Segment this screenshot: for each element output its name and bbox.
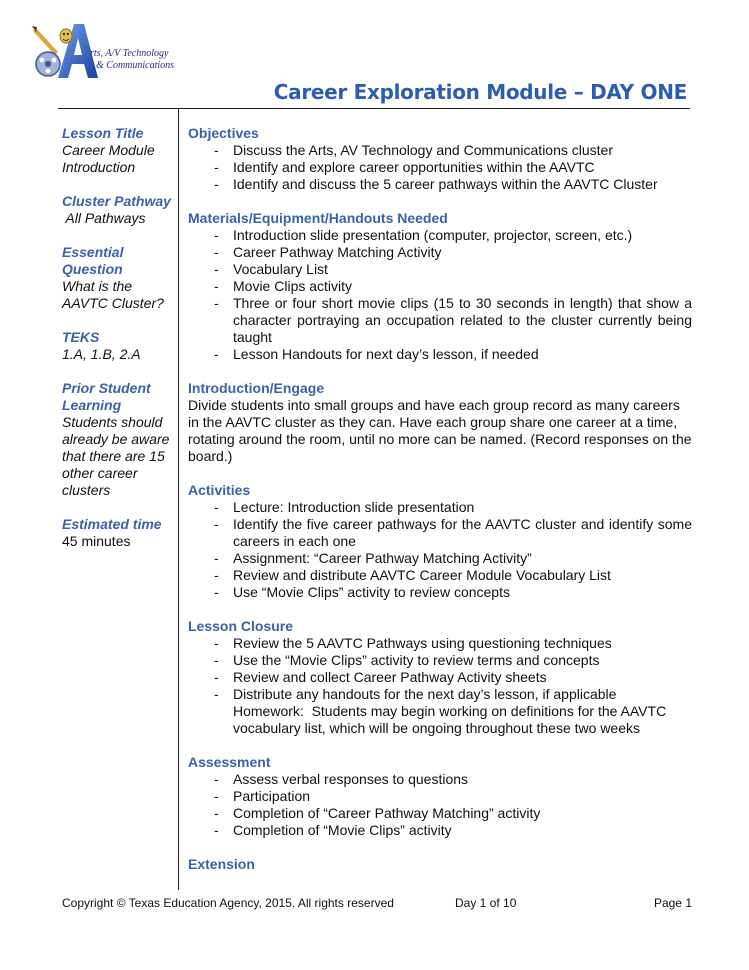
section-heading: Lesson Closure [188, 618, 294, 634]
list-item: - Distribute any handouts for the next day’s lesson, if applicable [214, 686, 617, 702]
list-item: - Use the “Movie Clips” activity to review terms and concepts [214, 652, 600, 668]
sidebar-heading: Lesson Title [62, 125, 144, 141]
sidebar-estimated-time [62, 516, 176, 550]
section-heading: Activities [188, 482, 251, 498]
list-item: - Lesson Handouts for next day’s lesson, if needed [214, 346, 539, 362]
logo-text-line1: rts, A/V Technology [90, 48, 169, 59]
assessment-list [188, 771, 692, 839]
materials-list [188, 227, 692, 363]
footer-copyright: Copyright © Texas Education Agency, 2015. All rights reserved [62, 896, 394, 910]
activities-section [188, 482, 692, 601]
sidebar-heading: Essential Question [62, 244, 124, 277]
list-item: - Discuss the Arts, AV Technology and Communications cluster [214, 142, 613, 158]
list-item: - Assess verbal responses to questions [214, 771, 469, 787]
sidebar-text: Career Module [62, 142, 155, 158]
list-item: - Assignment: “Career Pathway Matching Activity” [214, 550, 532, 566]
arts-av-logo-icon [28, 18, 98, 84]
objectives-section [188, 125, 692, 193]
closure-list [188, 635, 692, 703]
logo-text-line2: & Communications [96, 60, 175, 71]
homework-text: Homework: Students may begin working on definitions for the AAVTC vocabulary list, which will be ongoing throughout these two weeks [233, 703, 671, 736]
sidebar-heading: TEKS [62, 329, 100, 345]
list-item: - Three or four short movie clips (15 to 30 seconds in length) that show a character portraying an occupation related to the cluster currently being taught [214, 295, 692, 345]
list-item: - Identify the five career pathways for the AAVTC cluster and identify some careers in each one [214, 516, 692, 549]
list-item: - Career Pathway Matching Activity [214, 244, 442, 260]
assessment-section [188, 754, 692, 839]
introduction-text: Divide students into small groups and have each group record as many careers in the AAVTC cluster as they can. Have each group share one career at a time, rotating around the room, until no more can be named. (Record responses on the board.) [188, 397, 692, 464]
title-rule [58, 108, 690, 109]
section-heading: Introduction/Engage [188, 380, 325, 396]
sidebar-text: 1.A, 1.B, 2.A [62, 346, 141, 362]
list-item: - Identify and explore career opportunities within the AAVTC [214, 159, 595, 175]
closure-section [188, 618, 692, 737]
objectives-list [188, 142, 692, 193]
materials-section [188, 210, 692, 363]
cluster-logo [28, 18, 178, 84]
page-title: Career Exploration Module – DAY ONE [273, 80, 687, 104]
list-item: - Lecture: Introduction slide presentation [214, 499, 475, 515]
sidebar-text: Students should already be aware that there are 15 other career clusters [62, 414, 170, 498]
section-heading: Assessment [188, 754, 271, 770]
sidebar-text: 45 minutes [62, 533, 131, 549]
activities-list [188, 499, 692, 601]
list-item: - Review and collect Career Pathway Activity sheets [214, 669, 547, 685]
sidebar-text: Introduction [62, 159, 136, 175]
section-heading: Materials/Equipment/Handouts Needed [188, 210, 448, 226]
list-item: - Movie Clips activity [214, 278, 353, 294]
list-item: - Review the 5 AAVTC Pathways using questioning techniques [214, 635, 612, 651]
list-item: - Completion of “Career Pathway Matching” activity [214, 805, 541, 821]
list-item: - Use “Movie Clips” activity to review concepts [214, 584, 510, 600]
list-item: - Identify and discuss the 5 career pathways within the AAVTC Cluster [214, 176, 658, 192]
list-item: - Introduction slide presentation (computer, projector, screen, etc.) [214, 227, 633, 243]
lesson-content [188, 125, 692, 890]
section-heading: Extension [188, 856, 255, 872]
sidebar-heading: Cluster Pathway [62, 193, 171, 209]
list-item: - Review and distribute AAVTC Career Module Vocabulary List [214, 567, 611, 583]
list-item: - Completion of “Movie Clips” activity [214, 822, 452, 838]
sidebar-essential-question [62, 244, 176, 312]
sidebar-text: What is the AAVTC Cluster? [62, 278, 164, 311]
sidebar-cluster-pathway [62, 193, 176, 227]
sidebar-heading: Estimated time [62, 516, 162, 532]
sidebar-lesson-title [62, 125, 176, 176]
list-item: - Participation [214, 788, 311, 804]
list-item: - Vocabulary List [214, 261, 328, 277]
sidebar-heading: Prior Student Learning [62, 380, 151, 413]
footer-page-number: Page 1 [653, 896, 692, 910]
section-heading: Objectives [188, 125, 259, 141]
sidebar-teks [62, 329, 176, 363]
column-divider [178, 108, 179, 890]
sidebar-prior-learning [62, 380, 176, 499]
footer-day-count: Day 1 of 10 [455, 896, 517, 910]
sidebar-text: All Pathways [62, 210, 146, 226]
lesson-info-sidebar [62, 125, 176, 567]
introduction-section [188, 380, 692, 465]
extension-section [188, 856, 692, 873]
